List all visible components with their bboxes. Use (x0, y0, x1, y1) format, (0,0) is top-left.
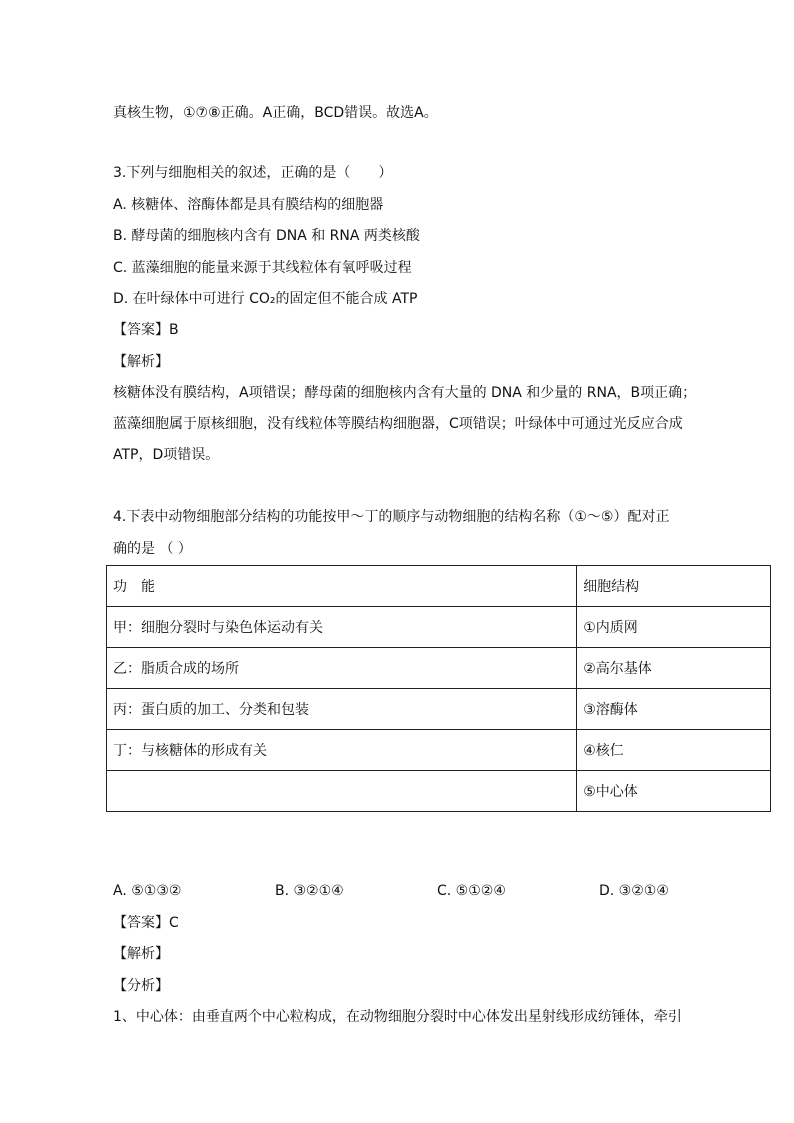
previous-answer-tail: 真核生物，①⑦⑧正确。A正确，BCD错误。故选A。 (113, 105, 438, 121)
q3-answer: 【答案】B (113, 322, 179, 338)
table-header-row (107, 566, 771, 607)
header-function: 功 能 (107, 566, 577, 607)
q3-option-c: C. 蓝藻细胞的能量来源于其线粒体有氧呼吸过程 (113, 260, 412, 276)
q4-answer: 【答案】C (113, 915, 179, 931)
q3-analysis-line-3: ATP，D项错误。 (113, 447, 220, 463)
q4-stem-line-2: 确的是 （ ） (113, 541, 192, 557)
cell-function: 乙：脂质合成的场所 (107, 648, 577, 689)
q3-option-a: A. 核糖体、溶酶体都是具有膜结构的细胞器 (113, 197, 384, 213)
q4-analysis-label: 【解析】 (113, 946, 169, 962)
cell-function: 甲：细胞分裂时与染色体运动有关 (107, 607, 577, 648)
cell-structure: ①内质网 (577, 607, 771, 648)
table-row (107, 689, 771, 730)
table-row (107, 648, 771, 689)
q4-option-d: D. ③②①④ (599, 883, 669, 899)
table-row (107, 730, 771, 771)
table-row (107, 771, 771, 812)
q3-option-b: B. 酵母菌的细胞核内含有 DNA 和 RNA 两类核酸 (113, 228, 420, 244)
function-structure-table (106, 565, 771, 812)
cell-function: 丙：蛋白质的加工、分类和包装 (107, 689, 577, 730)
q3-analysis-line-2: 蓝藻细胞属于原核细胞，没有线粒体等膜结构细胞器，C项错误；叶绿体中可通过光反应合成 (113, 416, 683, 432)
table-row (107, 607, 771, 648)
q3-analysis-line-1: 核糖体没有膜结构，A项错误；酵母菌的细胞核内含有大量的 DNA 和少量的 RNA，B项正确； (113, 385, 697, 401)
q4-option-c: C. ⑤①②④ (437, 883, 506, 899)
q3-stem: 3.下列与细胞相关的叙述，正确的是（ ） (113, 165, 393, 181)
q4-option-a: A. ⑤①③② (113, 883, 182, 899)
header-structure: 细胞结构 (577, 566, 771, 607)
q3-option-d: D. 在叶绿体中可进行 CO₂的固定但不能合成 ATP (113, 291, 418, 307)
q4-analysis-line-1: 1、中心体：由垂直两个中心粒构成，在动物细胞分裂时中心体发出星射线形成纺锤体，牵引 (113, 1009, 682, 1025)
q4-option-b: B. ③②①④ (275, 883, 344, 899)
cell-structure: ②高尔基体 (577, 648, 771, 689)
cell-structure: ⑤中心体 (577, 771, 771, 812)
q3-analysis-label: 【解析】 (113, 354, 169, 370)
q4-analysis-sub-label: 【分析】 (113, 978, 169, 994)
cell-structure: ④核仁 (577, 730, 771, 771)
cell-function (107, 771, 577, 812)
cell-structure: ③溶酶体 (577, 689, 771, 730)
cell-function: 丁：与核糖体的形成有关 (107, 730, 577, 771)
q4-stem-line-1: 4.下表中动物细胞部分结构的功能按甲～丁的顺序与动物细胞的结构名称（①～⑤）配对正 (113, 509, 670, 525)
